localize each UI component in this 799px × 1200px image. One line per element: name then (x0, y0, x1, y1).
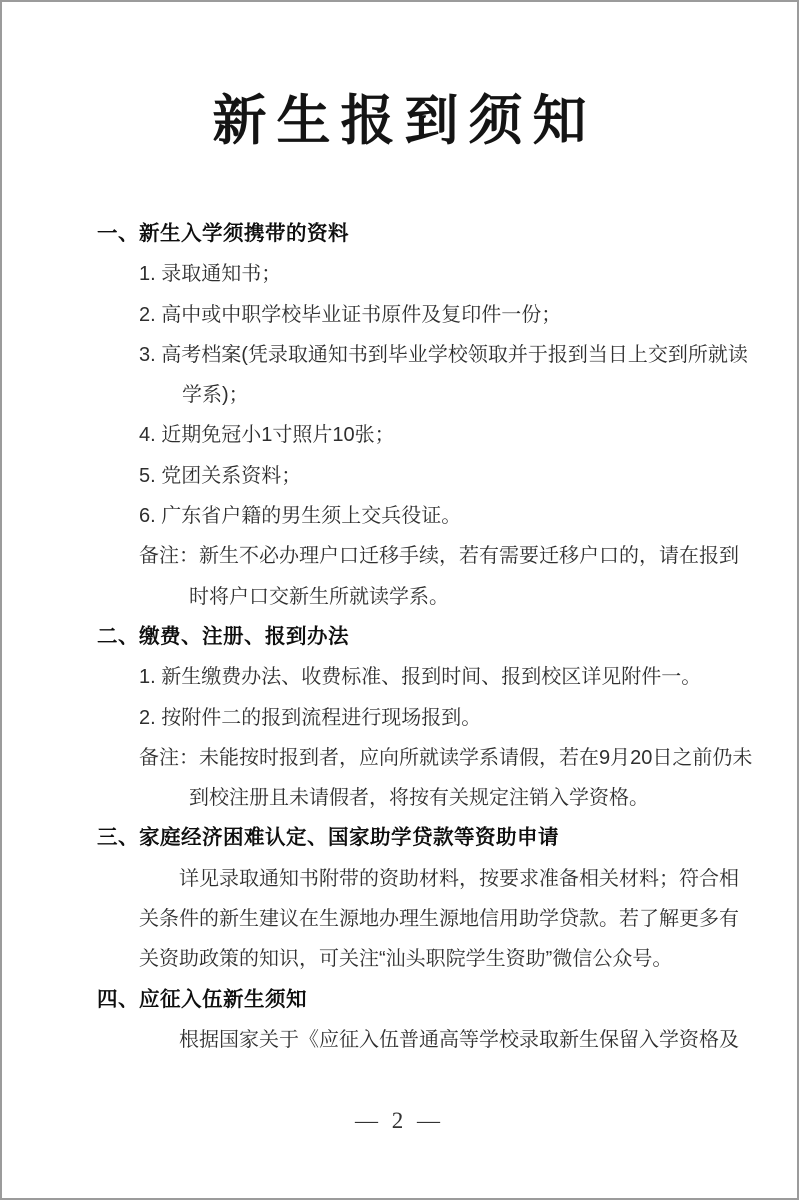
section-number: 三、 (97, 826, 139, 850)
list-item: 5. 党团关系资料； (139, 464, 302, 487)
note-line: 备注：未能按时报到者，应向所就读学系请假，若在9月20日之前仍未 (139, 746, 753, 769)
paragraph-line: 关资助政策的知识，可关注“汕头职院学生资助”微信公众号。 (139, 948, 673, 971)
note-wrapped-line: 时将户口交新生所就读学系。 (189, 585, 449, 608)
section-heading (2, 818, 797, 858)
page-footer (2, 1108, 797, 1134)
section-number: 一、 (97, 222, 139, 245)
section-title: 应征入伍新生须知 (139, 987, 307, 1011)
paragraph-line: 详见录取通知书附带的资助材料，按要求准备相关材料；符合相 (179, 867, 739, 890)
section-number: 二、 (97, 624, 139, 648)
list-item: 3. 高考档案(凭录取通知书到毕业学校领取并于报到当日上交到所就读 (139, 343, 748, 366)
document-body (2, 214, 797, 1060)
note-wrapped-line: 到校注册且未请假者，将按有关规定注销入学资格。 (189, 787, 649, 810)
wrapped-line: 学系)； (182, 384, 249, 407)
paragraph-line: 根据国家关于《应征入伍普通高等学校录取新生保留入学资格及 (179, 1028, 739, 1051)
section-number: 四、 (97, 987, 139, 1011)
section-title: 家庭经济困难认定、国家助学贷款等资助申请 (139, 826, 559, 850)
list-item: 4. 近期免冠小1寸照片10张； (139, 424, 395, 447)
page-number: — 2 — (355, 1108, 444, 1133)
list-item: 2. 高中或中职学校毕业证书原件及复印件一份； (139, 303, 562, 326)
section-heading (2, 214, 797, 254)
list-item: 1. 录取通知书； (139, 263, 282, 286)
section-title: 缴费、注册、报到办法 (139, 624, 349, 648)
note-line: 备注：新生不必办理户口迁移手续，若有需要迁移户口的，请在报到 (139, 545, 739, 568)
paragraph-line: 关条件的新生建议在生源地办理生源地信用助学贷款。若了解更多有 (139, 908, 739, 931)
section-title: 新生入学须携带的资料 (139, 222, 349, 245)
list-item: 6. 广东省户籍的男生须上交兵役证。 (139, 505, 462, 528)
section-heading (2, 980, 797, 1020)
list-item: 1. 新生缴费办法、收费标准、报到时间、报到校区详见附件一。 (139, 666, 702, 689)
page-title: 新生报到须知 (212, 88, 597, 152)
section-heading (2, 617, 797, 657)
list-item: 2. 按附件二的报到流程进行现场报到。 (139, 706, 482, 729)
